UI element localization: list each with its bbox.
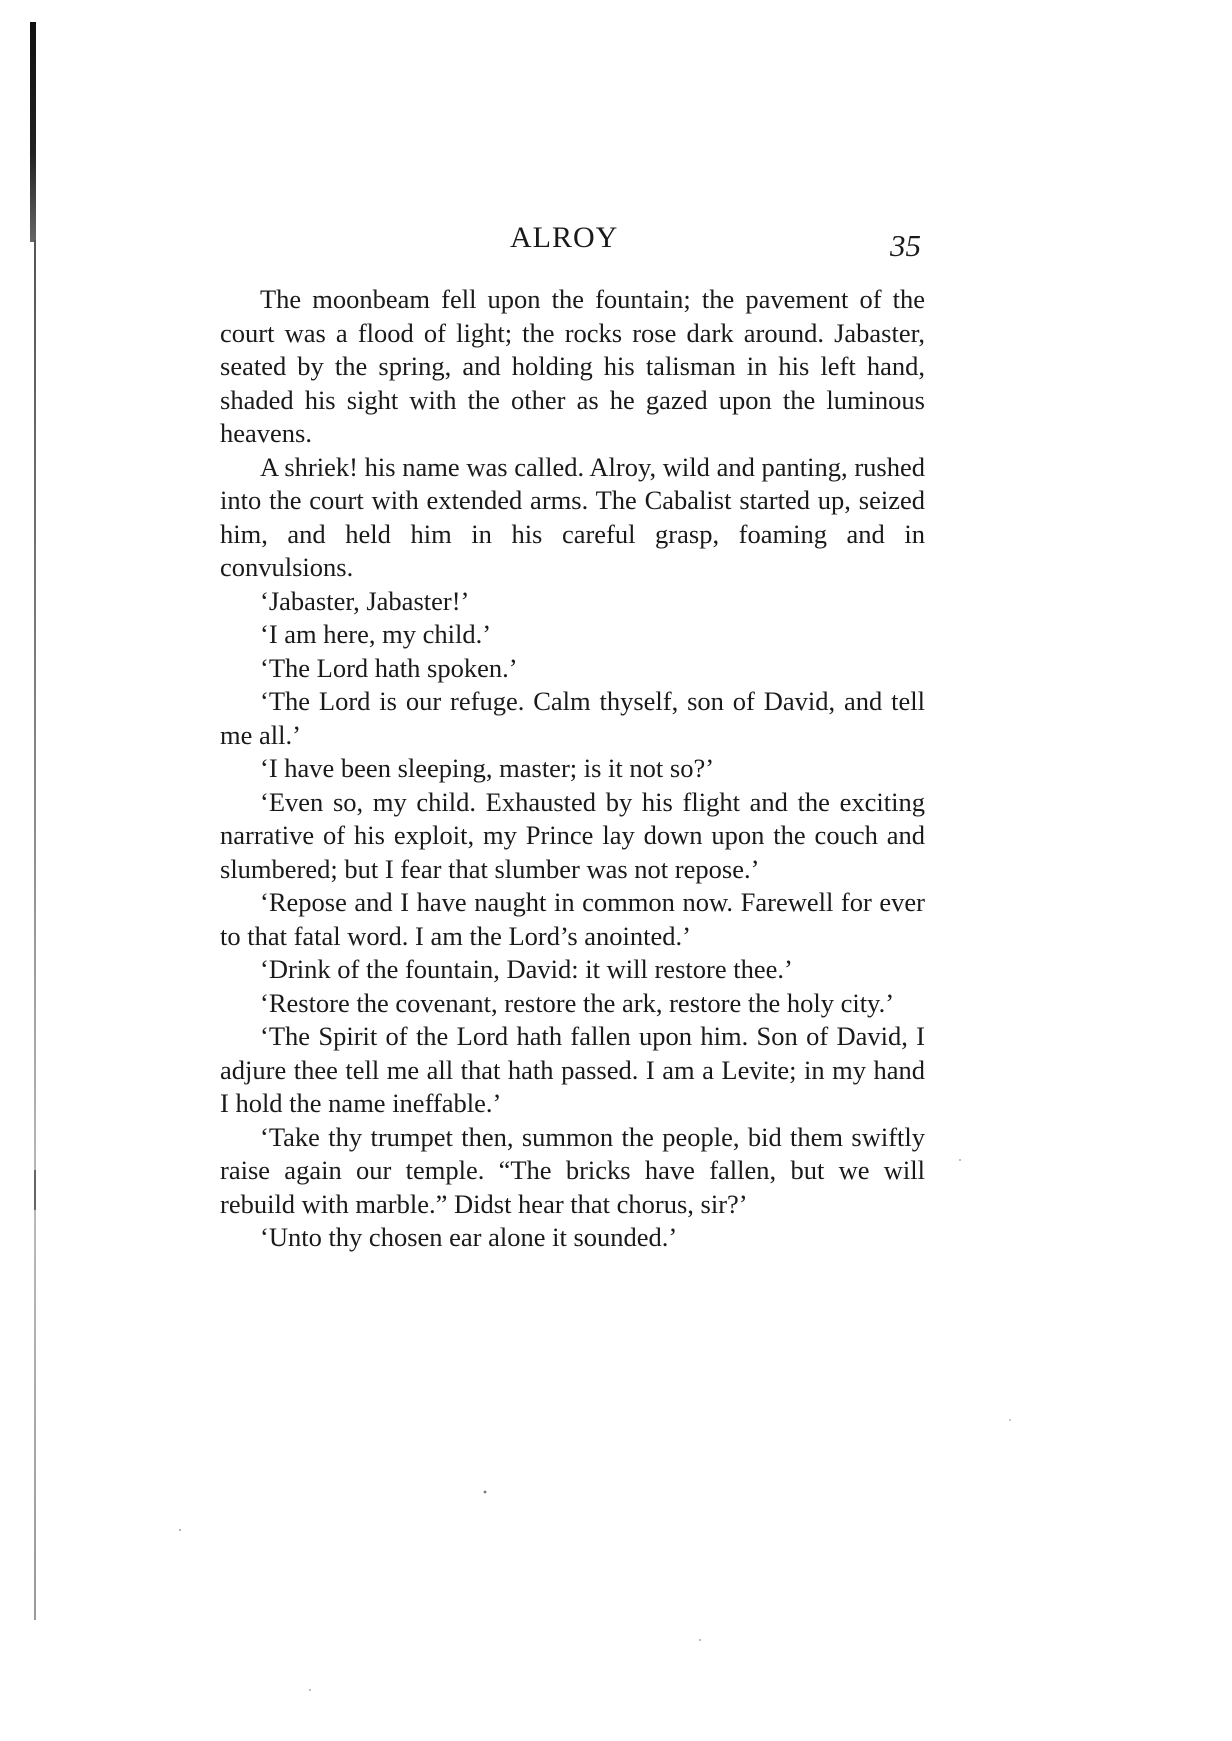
dialogue-line: ‘Take thy trumpet then, summon the people, bid them swiftly raise again our temple. “The bricks have fallen, but we will rebuild with marble.” Didst hear that chorus, sir?’ [220,1121,925,1219]
dialogue-line: ‘The Lord hath spoken.’ [260,652,518,683]
dialogue-line: ‘Repose and I have naught in common now. Farewell for ever to that fatal word. I am the Lord’s anointed.’ [220,887,925,951]
dialogue-line: ‘The Lord is our refuge. Calm thyself, son of David, and tell me all.’ [220,686,925,750]
paragraph: A shriek! his name was called. Alroy, wild and panting, rushed into the court with extended arms. The Cabalist started up, seized him, and held him in his careful grasp, foaming and in convulsions. [220,451,925,582]
dialogue-line: ‘Jabaster, Jabaster!’ [260,585,470,616]
dialogue-line: ‘Restore the covenant, restore the ark, restore the holy city.’ [260,987,895,1018]
body-text [220,283,925,1255]
dialogue-line: ‘I have been sleeping, master; is it not so?’ [260,753,715,783]
dialogue-line: ‘Drink of the fountain, David: it will restore thee.’ [260,954,793,984]
dialogue-line: ‘The Spirit of the Lord hath fallen upon him. Son of David, I adjure thee tell me all that hath passed. I am a Levite; in my hand I hold the name ineffable.’ [220,1021,925,1118]
dialogue-line: ‘Unto thy chosen ear alone it sounded.’ [260,1222,678,1252]
dialogue-line: ‘I am here, my child.’ [260,619,492,649]
running-head: ALROY [510,221,619,254]
paragraph: The moonbeam fell upon the fountain; the pavement of the court was a flood of light; the rocks rose dark around. Jabaster, seated by the spring, and holding his talisman in his left hand, shaded his sight with the other as he gazed upon the luminous heavens. [220,284,925,448]
dialogue-line: ‘Even so, my child. Exhausted by his flight and the exciting narrative of his exploit, my Prince lay down upon the couch and slumbered; but I fear that slumber was not repose.’ [220,786,925,884]
page-number: 35 [890,228,921,263]
